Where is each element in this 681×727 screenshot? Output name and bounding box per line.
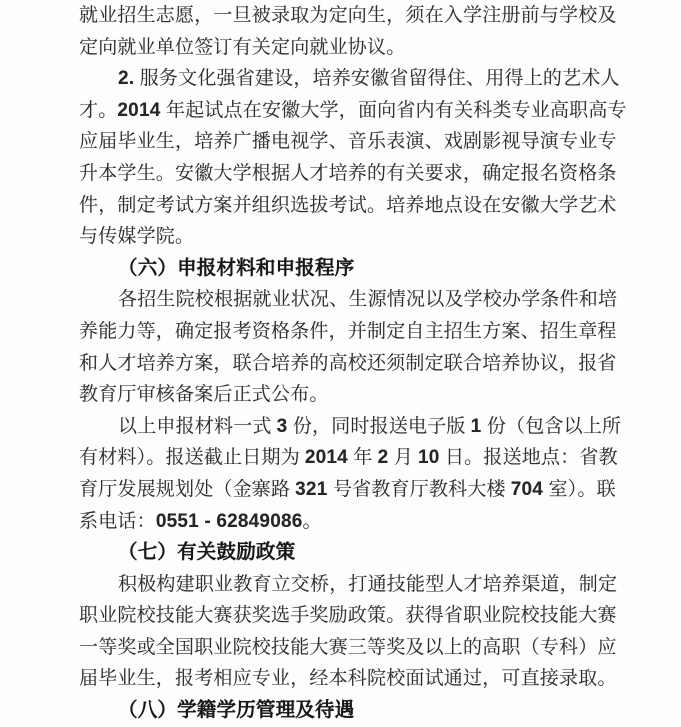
cjk-text: 定向就业单位签订有关定向就业协议。 [79, 36, 406, 58]
cjk-text: 年起试点在安徽大学，面向省内有关科类专业高职高专 [165, 99, 627, 121]
cjk-text: 与传媒学院。 [79, 226, 195, 248]
cjk-text: 和人才培养方案，联合培养的高校还须制定联合培养协议，报省 [79, 352, 617, 374]
numeric-text: 2 [377, 447, 394, 469]
text-line [79, 284, 639, 316]
cjk-text: 室）。联 [548, 478, 616, 500]
cjk-text: 应届毕业生，培养广播电视学、音乐表演、戏剧影视导演专业专 [79, 131, 617, 153]
text-line [79, 663, 639, 695]
cjk-text: 积极构建职业教育立交桥，打通技能型人才培养渠道，制定 [118, 573, 618, 595]
cjk-text: 月 [393, 447, 418, 469]
cjk-text: 号省教育厅教科大楼 [332, 478, 511, 500]
section-heading [79, 537, 639, 569]
text-line [79, 316, 639, 348]
cjk-text: 才。 [79, 99, 118, 121]
text-line [79, 506, 639, 538]
text-line [79, 442, 639, 474]
text-line [79, 63, 639, 95]
text-line [79, 32, 639, 64]
text-line [79, 411, 639, 443]
text-line [79, 95, 639, 127]
cjk-text: （八）学籍学历管理及待遇 [118, 699, 355, 722]
cjk-text: 升本学生。安徽大学根据人才培养的有关要求，确定报名资格条 [79, 162, 617, 184]
numeric-text: 321 [295, 478, 333, 500]
cjk-text: 件，制定考试方案并组织选拔考试。培养地点设在安徽大学艺术 [79, 194, 617, 216]
numeric-text: 0551 - 62849086 [155, 510, 303, 532]
text-line [79, 126, 639, 158]
cjk-text: 。 [302, 510, 322, 532]
numeric-text: 704 [510, 478, 549, 500]
cjk-text: 系电话： [79, 510, 156, 532]
cjk-text: 日。报送地点：省教 [444, 447, 618, 469]
text-line [79, 474, 639, 506]
text-line [79, 348, 639, 380]
numeric-text: 2014 [304, 447, 354, 469]
document-text-block [79, 0, 639, 727]
cjk-text: 届毕业生，报考相应专业，经本科院校面试通过，可直接录取。 [79, 668, 617, 690]
text-line [79, 158, 639, 190]
text-line [79, 379, 639, 411]
text-line [79, 0, 639, 32]
cjk-text: 养能力等，确定报考资格条件，并制定自主招生方案、招生章程 [79, 320, 617, 342]
cjk-text: （七）有关鼓励政策 [118, 541, 296, 564]
text-line [79, 569, 639, 601]
cjk-text: 教育厅审核备案后正式公布。 [79, 384, 329, 406]
cjk-text: 以上申报材料一式 [118, 415, 277, 437]
numeric-text: 2. [118, 68, 140, 90]
numeric-text: 10 [417, 447, 445, 469]
cjk-text: 服务文化强省建设，培养安徽省留得住、用得上的艺术人 [139, 68, 620, 90]
cjk-text: 职业院校技能大赛获奖选手奖励政策。获得省职业院校技能大赛 [79, 605, 617, 627]
text-line [79, 190, 639, 222]
numeric-text: 2014 [117, 99, 166, 121]
text-line [79, 221, 639, 253]
cjk-text: 份，同时报送电子版 [292, 415, 471, 437]
cjk-text: 各招生院校根据就业状况、生源情况以及学校办学条件和培 [118, 289, 618, 311]
section-heading [79, 253, 639, 285]
cjk-text: 育厅发展规划处（金寨路 [79, 478, 296, 500]
numeric-text: 1 [470, 415, 487, 437]
cjk-text: 有材料）。报送截止日期为 [79, 447, 305, 469]
cjk-text: （六）申报材料和申报程序 [118, 256, 355, 279]
cjk-text: 年 [353, 447, 378, 469]
text-line [79, 600, 639, 632]
cjk-text: 就业招生志愿，一旦被录取为定向生，须在入学注册前与学校及 [79, 5, 617, 26]
cjk-text: 一等奖或全国职业院校技能大赛三等奖及以上的高职（专科）应 [79, 636, 617, 658]
numeric-text: 3 [276, 415, 293, 437]
section-heading [79, 695, 639, 727]
text-line [79, 632, 639, 664]
cjk-text: 份（包含以上所 [486, 415, 622, 437]
